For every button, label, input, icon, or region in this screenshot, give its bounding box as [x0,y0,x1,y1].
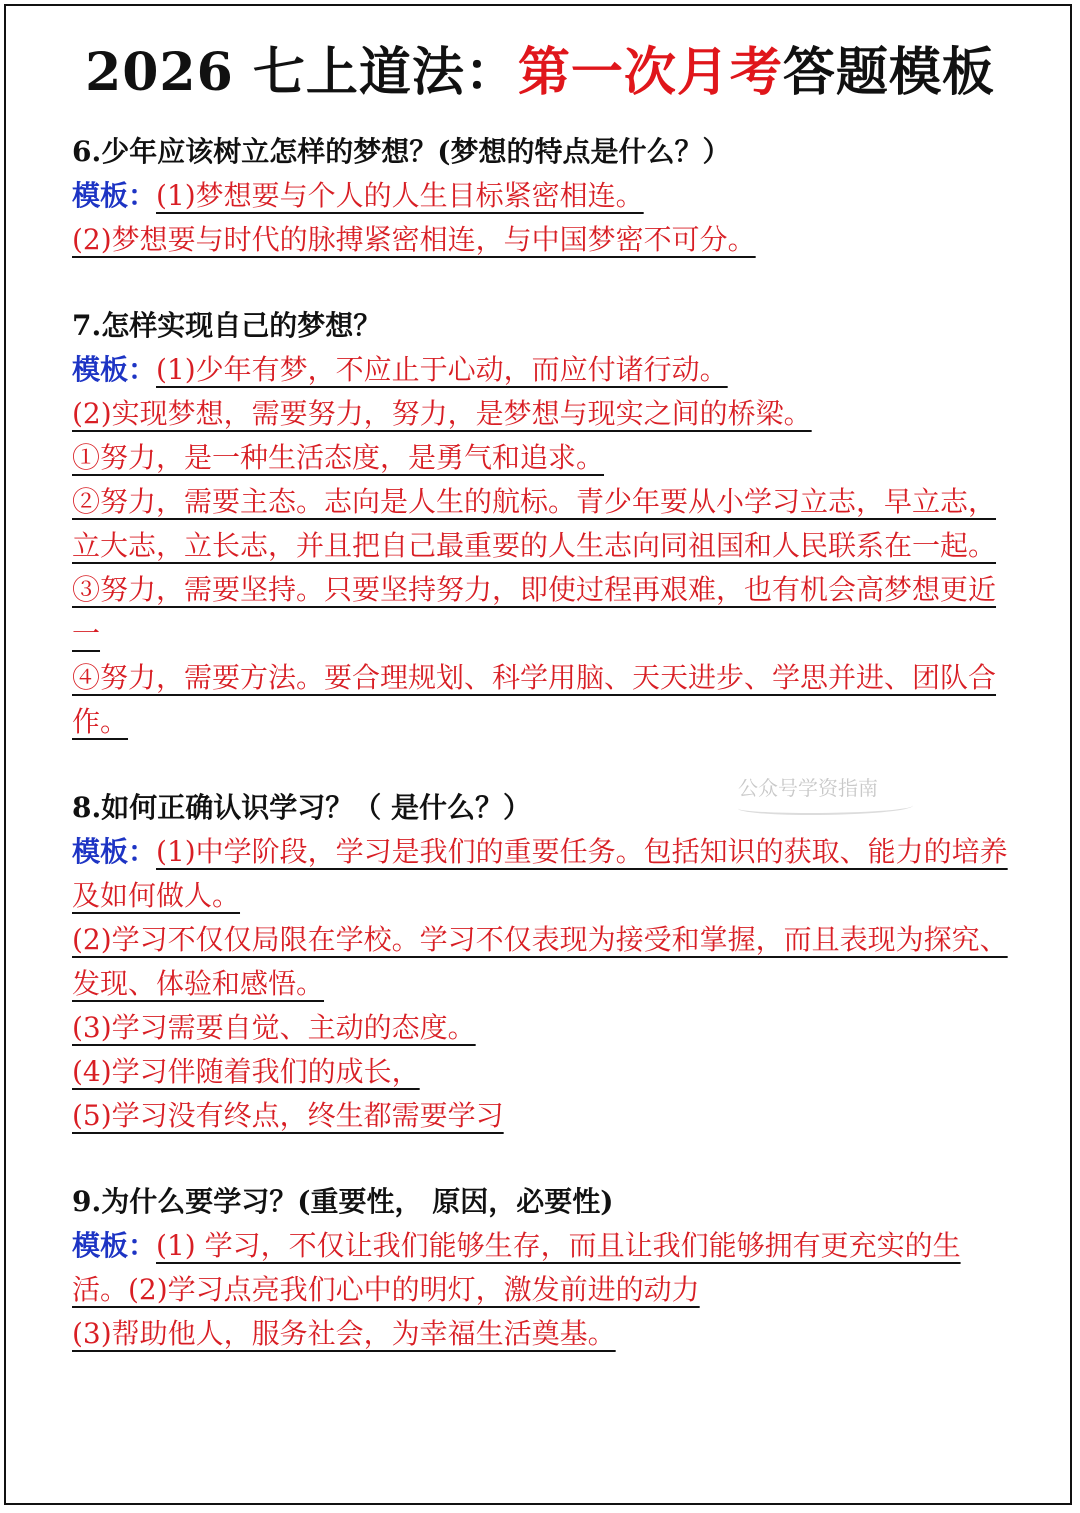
answer-text: (2)实现梦想，需要努力，努力，是梦想与现实之间的桥梁。 [72,397,812,430]
answer-line [72,218,1012,262]
answer-line [72,480,1012,568]
section-6 [72,130,1012,262]
answer-line [72,348,1012,392]
watermark-swoosh-icon [738,799,913,815]
title-suffix: 答题模板 [782,42,995,103]
template-label: 模板： [72,179,157,212]
answer-line [72,918,1012,1006]
title-prefix: 2026 七上道法： [85,42,518,103]
page-title [0,44,1080,101]
answer-text: (3)学习需要自觉、主动的态度。 [72,1011,476,1044]
question-heading: 6.少年应该树立怎样的梦想？(梦想的特点是什么？） [72,135,731,168]
answer-line [72,1224,1012,1312]
template-label: 模板： [72,1229,157,1262]
answer-line [72,656,1012,744]
section-9 [72,1180,1012,1356]
answer-text: (1)梦想要与个人的人生目标紧密相连。 [156,179,644,212]
answer-text: (3)帮助他人，服务社会，为幸福生活奠基。 [72,1317,616,1350]
answer-text: (1)少年有梦，不应止于心动，而应付诸行动。 [156,353,728,386]
answer-text: (5)学习没有终点，终生都需要学习 [72,1099,504,1132]
answer-text: ④努力，需要方法。要合理规划、科学用脑、天天进步、学思并进、团队合作。 [72,661,997,738]
document-body [72,130,1012,1356]
watermark [738,772,913,815]
answer-text: ②努力，需要主态。志向是人生的航标。青少年要从小学习立志，早立志，立大志，立长志，并且把自己最重要的人生志向同祖国和人民联系在一起。 [72,485,997,562]
question-heading: 7.怎样实现自己的梦想？ [72,309,382,342]
section-8 [72,786,1012,1138]
answer-line [72,392,1012,436]
answer-text: ①努力，是一种生活态度，是勇气和追求。 [72,441,605,474]
answer-line [72,1094,1012,1138]
answer-text: (2)梦想要与时代的脉搏紧密相连，与中国梦密不可分。 [72,223,756,256]
answer-text: ③努力，需要坚持。只要坚持努力，即使过程再艰难，也有机会高梦想更近一 [72,573,997,650]
answer-line [72,1312,1012,1356]
question-heading: 9.为什么要学习？(重要性， 原因，必要性) [72,1185,614,1218]
answer-text: (4)学习伴随着我们的成长， [72,1055,420,1088]
answer-text: (2)学习不仅仅局限在学校。学习不仅表现为接受和掌握，而且表现为探究、发现、体验和感悟。 [72,923,1008,1000]
answer-text: (1)中学阶段，学习是我们的重要任务。包括知识的获取、能力的培养及如何做人。 [72,835,1008,912]
answer-text: (1) 学习，不仅让我们能够生存，而且让我们能够拥有更充实的生活。(2)学习点亮我们心中的明灯，激发前进的动力 [72,1229,961,1306]
answer-line [72,568,1012,656]
template-label: 模板： [72,835,157,868]
template-label: 模板： [72,353,157,386]
section-7 [72,304,1012,744]
answer-line [72,1006,1012,1050]
question-heading: 8.如何正确认识学习？（ 是什么？） [72,791,531,824]
answer-line [72,174,1012,218]
answer-line [72,830,1012,918]
answer-line [72,1050,1012,1094]
answer-line [72,436,1012,480]
title-highlight: 第一次月考 [517,42,783,103]
watermark-text: 公众号学资指南 [738,776,878,800]
